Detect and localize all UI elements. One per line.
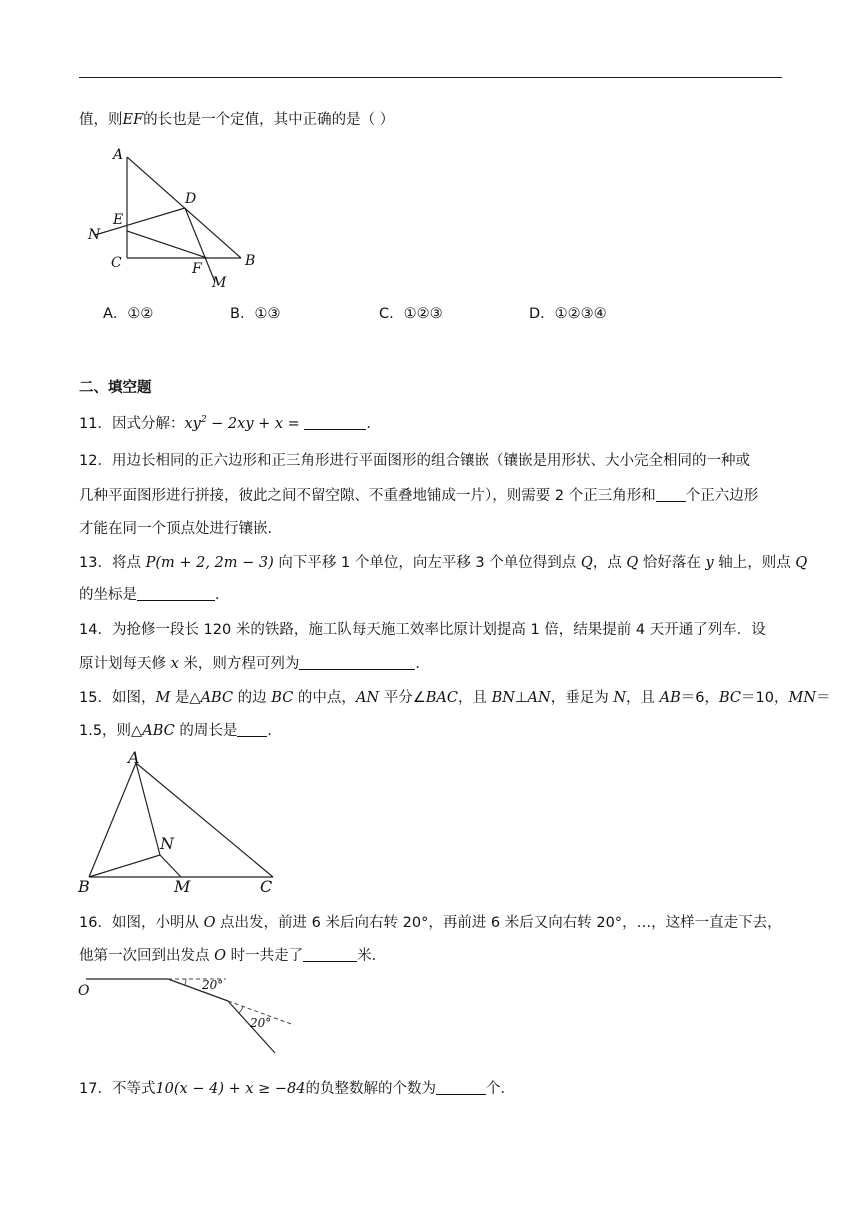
question-13-line-1: 13．将点 P(m + 2, 2m − 3) 向下平移 1 个单位，向左平移 3 个单位得到点 Q，点 Q 恰好落在 y 轴上，则点 Q	[79, 555, 808, 571]
q15-label-n: N	[160, 834, 174, 853]
question-12-line-2: 几种平面图形进行拼接，彼此之间不留空隙、不重叠地铺成一片），则需要 2 个正三角形和 个正六边形	[79, 488, 759, 504]
q10-label-m: M	[212, 275, 227, 291]
question-16-line-1: 16．如图，小明从 O 点出发，前进 6 米后向右转 20°，再前进 6 米后又向右转 20°，…，这样一直走下去，	[79, 915, 782, 931]
question-12-line-3: 才能在同一个顶点处进行镶嵌．	[79, 521, 282, 537]
q16-answer-blank[interactable]	[303, 946, 357, 962]
question-16-line-2: 他第一次回到出发点 O 时一共走了 米．	[79, 948, 387, 964]
q12-answer-blank[interactable]	[656, 486, 686, 502]
q10-label-c: C	[111, 255, 122, 271]
choice-d[interactable]: D．①②③④	[529, 306, 607, 322]
q16-figure	[76, 972, 306, 1057]
question-14-line-1: 14．为抢修一段长 120 米的铁路，施工队每天施工效率比原计划提高 1 倍，结果提前 4 天开通了列车．设	[79, 622, 766, 638]
question-13-line-2: 的坐标是 ．	[79, 587, 230, 603]
question-15-line-1: 15．如图，M 是△ABC 的边 BC 的中点，AN 平分∠BAC，且 BN⊥AN，垂足为 N，且 AB＝6，BC＝10，MN＝	[79, 690, 831, 706]
q14-answer-blank[interactable]	[299, 654, 415, 670]
q10-label-f: F	[192, 261, 202, 277]
q16-label-o: O	[78, 983, 90, 999]
q15-label-c: C	[260, 877, 273, 896]
question-11: 11．因式分解：$xy^2 - 2xy + x$ = ．	[79, 415, 381, 432]
q15-label-m: M	[174, 877, 191, 896]
q10-continuation: 值，则EF的长也是一个定值，其中正确的是（ ）	[79, 112, 395, 128]
q15-figure	[76, 750, 286, 895]
q10-figure	[85, 145, 270, 290]
q10-label-a: A	[113, 147, 124, 163]
question-12-line-1: 12．用边长相同的正六边形和正三角形进行平面图形的组合镶嵌（镶嵌是用形状、大小完全相同的一种或	[79, 453, 750, 469]
q10-label-d: D	[185, 191, 197, 207]
choice-b[interactable]: B．①③	[230, 306, 281, 322]
question-14-line-2: 原计划每天修 x 米，则方程可列为 ．	[79, 656, 430, 672]
q15-label-b: B	[78, 877, 90, 896]
header-rule	[79, 77, 782, 78]
q15-label-a: A	[128, 748, 140, 767]
question-15-line-2: 1.5，则△ABC 的周长是 ．	[79, 723, 282, 739]
q13-answer-blank[interactable]	[137, 585, 215, 601]
q16-angle-label-2: 20°	[250, 1016, 272, 1030]
q16-angle-label-1: 20°	[202, 978, 224, 992]
q10-label-b: B	[245, 253, 256, 269]
choice-a[interactable]: A．①②	[103, 306, 154, 322]
choice-c[interactable]: C．①②③	[379, 306, 443, 322]
q11-answer-blank[interactable]	[304, 414, 366, 430]
q15-answer-blank[interactable]	[237, 721, 267, 737]
section-title: 二、填空题	[79, 380, 152, 396]
q10-label-e: E	[113, 212, 124, 228]
q17-answer-blank[interactable]	[436, 1079, 486, 1095]
question-17: 17．不等式10(x − 4) + x ≥ −84的负整数解的个数为 个．	[79, 1081, 516, 1097]
q10-label-n: N	[88, 227, 101, 243]
